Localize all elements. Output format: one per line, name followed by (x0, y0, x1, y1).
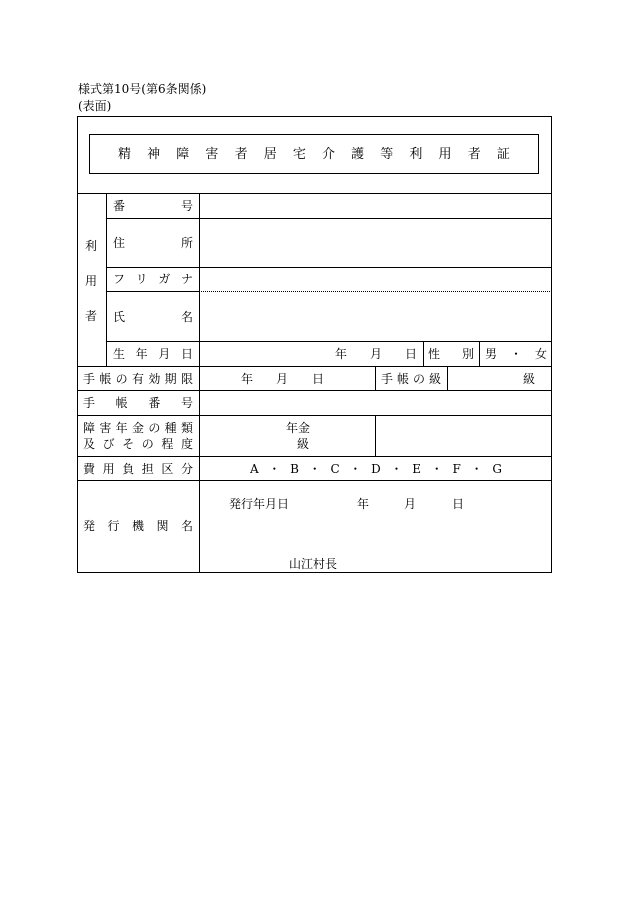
handbook-number-label: 手 帳 番 号 (83, 396, 193, 410)
birthdate-label: 生 年 月 日 (113, 347, 193, 361)
rule-burden-bottom (77, 480, 552, 481)
border-bottom (77, 572, 552, 573)
user-group-label-2: 用 (85, 274, 98, 288)
border-right (551, 116, 552, 573)
name-field[interactable] (200, 292, 551, 341)
pension-label-line1: 障 害 年 金 の 種 類 (83, 421, 193, 435)
validity-year-unit: 年 (241, 372, 254, 386)
rule-sex-label-right (479, 341, 480, 367)
burden-label: 費 用 負 担 区 分 (83, 462, 193, 476)
rule-grade-label-left (375, 366, 376, 391)
rule-user-group-divider (106, 193, 107, 367)
issuing-authority: 山江村長 (289, 557, 338, 571)
grade-suffix: 級 (523, 372, 536, 386)
rule-grade-label-right (447, 366, 448, 391)
number-field[interactable] (200, 194, 551, 218)
form-title: 精 神 障 害 者 居 宅 介 護 等 利 用 者 証 (118, 147, 510, 162)
pension-type-unit: 年金 (286, 421, 311, 435)
pension-label-line2: 及 び そ の 程 度 (83, 437, 193, 451)
rule-name-bottom (106, 341, 552, 342)
number-label: 番 号 (113, 199, 193, 213)
pension-grade-unit: 級 (297, 437, 310, 451)
rule-furigana-bottom-label (106, 291, 199, 292)
furigana-label: フ リ ガ ナ (113, 272, 193, 286)
rule-sex-label-left (423, 341, 424, 367)
address-label: 住 所 (113, 236, 193, 250)
border-left (77, 116, 78, 573)
birth-month-unit: 月 (370, 347, 383, 361)
validity-month-unit: 月 (276, 372, 289, 386)
border-top (77, 116, 552, 117)
issue-date-label: 発行年月日 (229, 497, 290, 511)
address-field[interactable] (200, 219, 551, 267)
rule-pension-bottom (77, 456, 552, 457)
issue-year-unit: 年 (357, 497, 370, 511)
form-side-label: (表面) (78, 99, 112, 113)
burden-options[interactable]: A ・ B ・ C ・ D ・ E ・ F ・ G (250, 462, 502, 476)
validity-day-unit: 日 (312, 372, 325, 386)
furigana-field[interactable] (200, 268, 551, 291)
user-group-label-1: 利 (85, 239, 98, 253)
issue-month-unit: 月 (404, 497, 417, 511)
sex-options[interactable]: 男 ・ 女 (485, 347, 547, 361)
birth-year-unit: 年 (335, 347, 348, 361)
rule-handbook-number-bottom (77, 415, 552, 416)
user-group-label-3: 者 (85, 309, 98, 323)
handbook-number-field[interactable] (200, 391, 551, 415)
form-number: 様式第10号(第6条関係) (78, 82, 207, 96)
issue-day-unit: 日 (452, 497, 465, 511)
rule-user-bottom (77, 366, 552, 367)
grade-label: 手 帳 の 級 (381, 372, 441, 386)
issuer-label: 発 行 機 関 名 (83, 519, 193, 533)
sex-label: 性 別 (428, 347, 474, 361)
validity-label: 手 帳 の 有 効 期 限 (83, 372, 193, 386)
name-label: 氏 名 (113, 310, 193, 324)
birth-day-unit: 日 (405, 347, 418, 361)
rule-pension-divider (375, 415, 376, 457)
